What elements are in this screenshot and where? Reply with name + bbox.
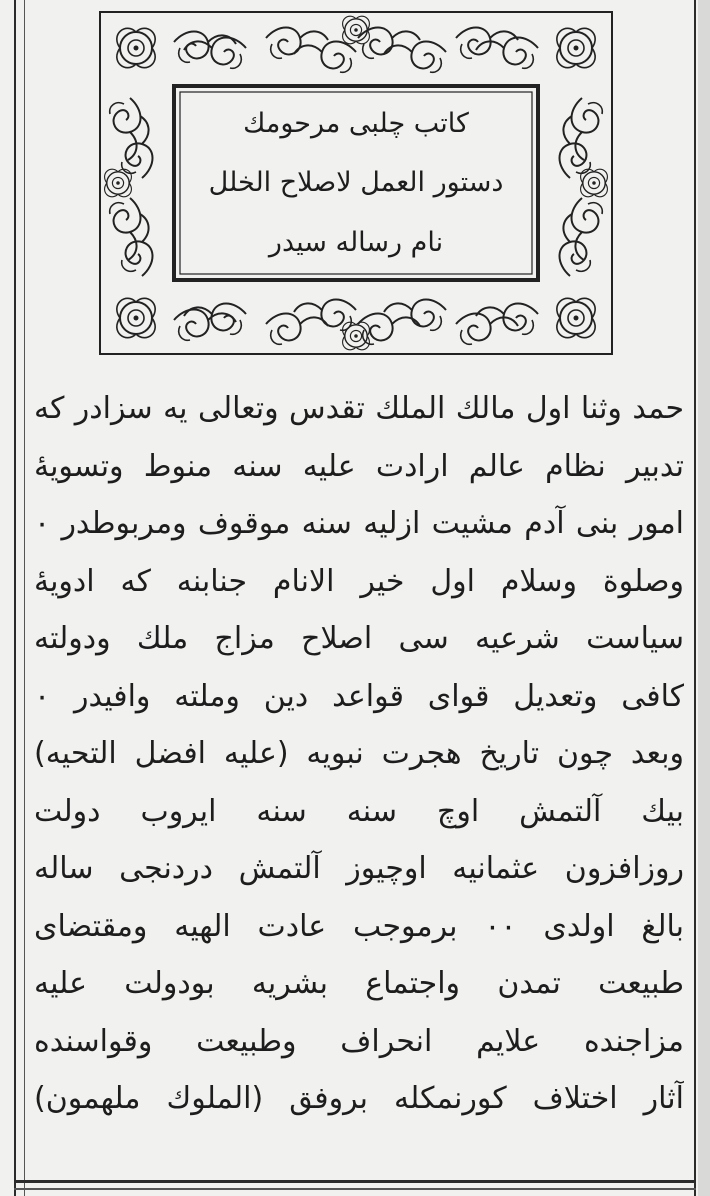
text-line: وبعد چون تاریخ هجرت نبویه (علیه افضل التحیه): [34, 736, 684, 771]
text-line: مزاجنده علایم انحراف وطبیعت وقواسنده: [34, 1023, 684, 1059]
ornamental-title-frame: [96, 8, 616, 358]
title-line-2: دستور العمل لاصلاح الخلل: [208, 167, 504, 199]
text-line: طبیعت تمدن واجتماع بشریه بودولت علیه: [34, 966, 684, 1001]
text-line: تدبیر نظام عالم ارادت علیه سنه منوط وتسویهٔ: [34, 448, 684, 484]
text-line: وصلوة وسلام اول خیر الانام جنابنه که ادویهٔ: [34, 563, 684, 599]
title-block: [182, 94, 530, 272]
text-line: آثار اختلاف کورنمکله بروفق (الملوك ملهمون): [34, 1081, 684, 1116]
text-line: حمد وثنا اول مالك الملك تقدس وتعالی یه سزادر که: [34, 391, 684, 426]
left-margin-rule: [14, 0, 16, 1196]
text-line: بیك آلتمش اوچ سنه سنه ایروب دولت: [34, 793, 684, 829]
text-line: کافی وتعدیل قوای قواعد دین وملته وافیدر ٠: [34, 678, 684, 714]
left-inner-rule: [24, 0, 25, 1196]
title-line-1: کاتب چلبی مرحومك: [243, 108, 469, 140]
body-text: [34, 380, 684, 1128]
text-line: امور بنی آدم مشیت ازلیه سنه موقوف ومربوطدر ٠: [34, 506, 684, 541]
bottom-rule: [14, 1180, 696, 1183]
text-line: روزافزون عثمانیه اوچیوز آلتمش دردنجی ساله: [34, 851, 684, 886]
text-line: بالغ اولدی ٠٠ برموجب عادت الهیه ومقتضای: [34, 908, 684, 944]
page-edge: [698, 0, 710, 1196]
bottom-inner-rule: [14, 1188, 696, 1190]
text-line: سیاست شرعیه سی اصلاح مزاج ملك ودولته: [34, 621, 684, 656]
right-margin-rule: [694, 0, 696, 1196]
title-line-3: نام رساله سیدر: [268, 226, 444, 258]
